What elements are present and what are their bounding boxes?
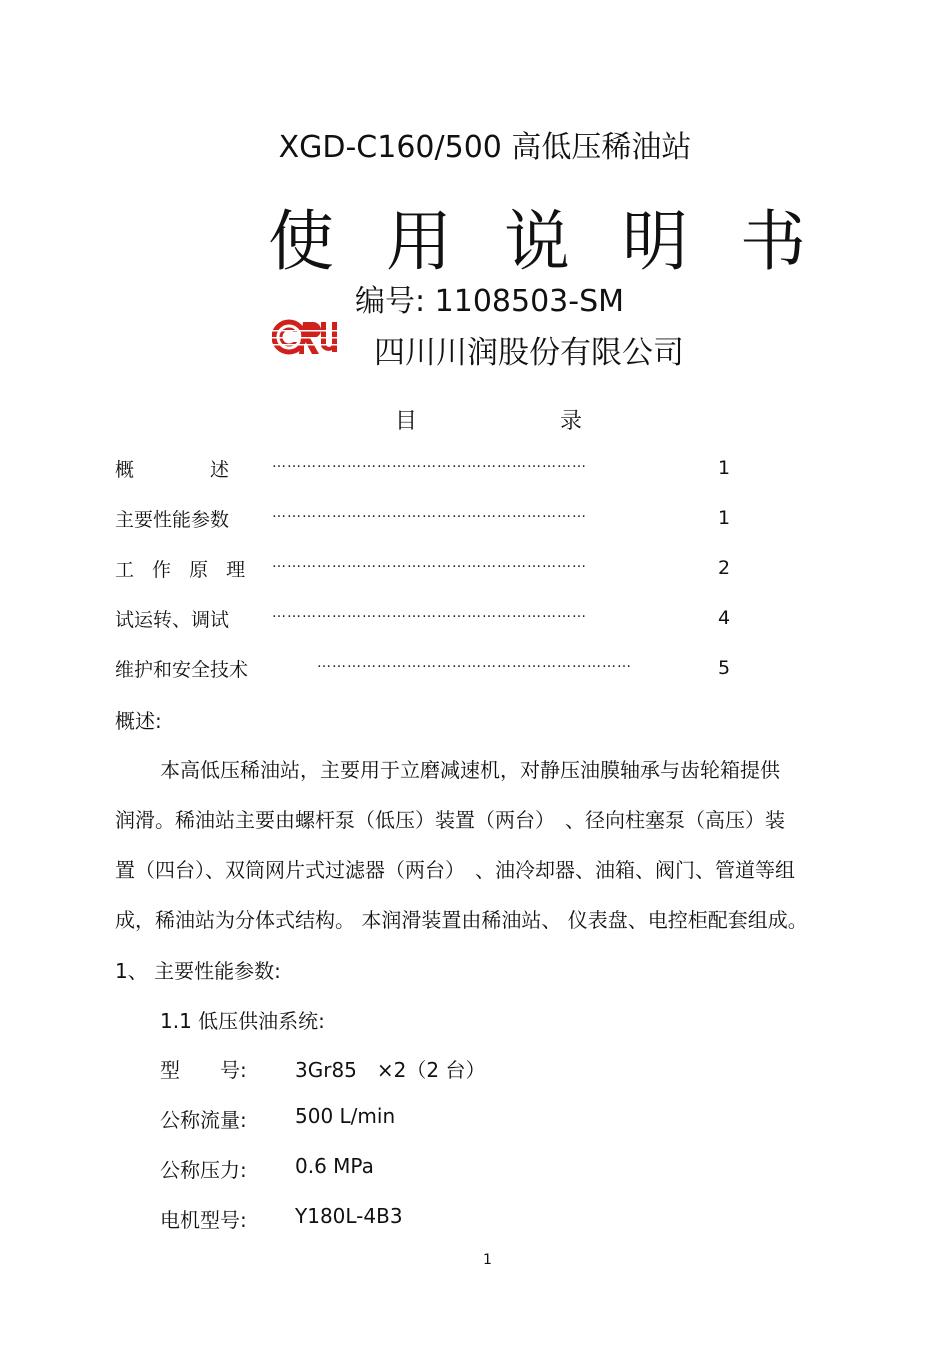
overview-line: 置（四台）、双筒网片式过滤器（两台） 、油冷却器、油箱、阀门、管道等组	[115, 858, 795, 882]
toc-leader-dots: ………………………………………………………	[317, 655, 632, 671]
document-title: 使用说明书	[268, 203, 858, 280]
toc-entry-page: 1	[718, 507, 731, 529]
section-heading: 1、 主要性能参数:	[115, 959, 281, 983]
company-name: 四川川润股份有限公司	[374, 335, 684, 371]
toc-entry-label: 试运转、调试	[115, 609, 230, 631]
toc-entry[interactable]	[115, 455, 735, 483]
document-number: 编号: 1108503-SM	[355, 284, 625, 319]
overview-heading: 概述:	[115, 709, 162, 733]
toc-entry[interactable]	[115, 505, 735, 533]
param-value: 3Gr85 ×2（2 台）	[295, 1058, 486, 1082]
subsection-heading: 1.1 低压供油系统:	[160, 1009, 325, 1033]
toc-entry-page: 4	[718, 607, 731, 629]
toc-entry-label: 主要性能参数	[115, 509, 230, 531]
overview-line: 润滑。稀油站主要由螺杆泵（低压）装置（两台） 、径向柱塞泵（高压）装	[115, 808, 785, 832]
toc-entry-page: 2	[718, 557, 731, 579]
toc-entry-page: 5	[718, 657, 731, 679]
toc-entry[interactable]	[115, 555, 735, 583]
toc-entry[interactable]	[115, 605, 735, 633]
overview-line: 本高低压稀油站，主要用于立磨减速机，对静压油膜轴承与齿轮箱提供	[160, 758, 780, 782]
overview-line: 成，稀油站为分体式结构。 本润滑装置由稀油站、 仪表盘、电控柜配套组成。	[115, 908, 808, 932]
company-logo	[272, 318, 344, 356]
param-value: 500 L/min	[295, 1104, 396, 1128]
param-label: 公称压力:	[160, 1158, 247, 1182]
toc-entry-label: 工 作 原 理	[115, 559, 252, 581]
toc-entry-label: 概 述	[115, 459, 230, 481]
toc-entry-page: 1	[718, 457, 731, 479]
param-label: 电机型号:	[160, 1208, 247, 1232]
toc-entry[interactable]	[115, 655, 735, 683]
toc-entry-label: 维护和安全技术	[115, 659, 249, 681]
document-subtitle: XGD-C160/500 高低压稀油站	[278, 130, 692, 165]
toc-heading-right: 录	[560, 409, 583, 434]
toc-leader-dots: ………………………………………………………	[272, 605, 587, 621]
param-label: 型 号:	[160, 1058, 247, 1082]
param-value: 0.6 MPa	[295, 1154, 374, 1178]
param-label: 公称流量:	[160, 1108, 247, 1132]
toc-heading-left: 目	[395, 409, 418, 434]
toc-leader-dots: ………………………………………………………	[272, 505, 587, 521]
page-number: 1	[483, 1252, 492, 1268]
toc-leader-dots: ………………………………………………………	[272, 555, 587, 571]
toc-leader-dots: ………………………………………………………	[272, 455, 587, 471]
param-value: Y180L-4B3	[295, 1204, 403, 1228]
